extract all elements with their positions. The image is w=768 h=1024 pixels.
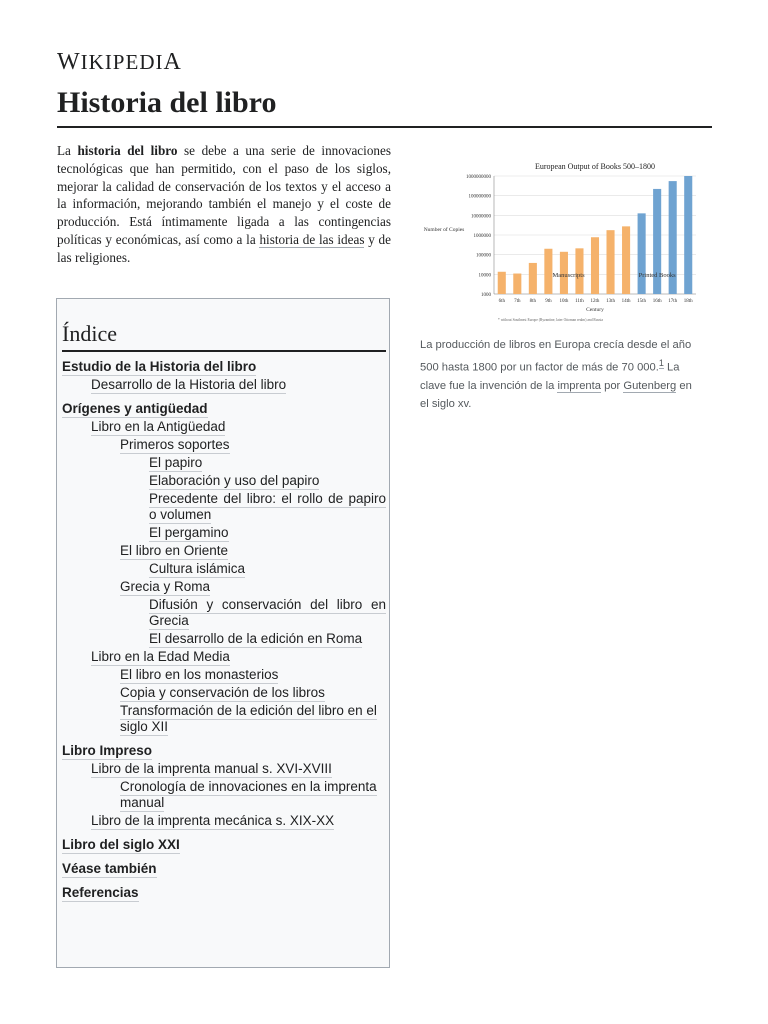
toc-entry-label: Desarrollo de la Historia del libro <box>91 377 287 392</box>
toc-list <box>62 359 386 901</box>
y-tick-label: 10000 <box>478 273 491 279</box>
toc-entry[interactable] <box>62 437 386 453</box>
toc-entry-label: Difusión y conservación del libro en Grecia <box>149 597 386 628</box>
bar <box>638 213 646 294</box>
toc-entry[interactable] <box>62 743 386 759</box>
article-subject: historia del libro <box>77 143 178 158</box>
toc-entry-label: Referencias <box>62 885 139 900</box>
toc-entry-label: El libro en Oriente <box>120 543 229 558</box>
x-tick-label: 9th <box>545 299 552 304</box>
toc-entry[interactable] <box>62 861 386 877</box>
x-tick-label: 10th <box>559 299 569 304</box>
toc-title: Índice <box>62 321 386 352</box>
bar <box>544 249 552 294</box>
toc-entry[interactable] <box>62 543 386 559</box>
link-imprenta[interactable]: imprenta <box>557 379 601 392</box>
toc-entry[interactable] <box>62 703 386 735</box>
table-of-contents <box>56 298 390 968</box>
bar <box>591 237 599 294</box>
bar <box>606 230 614 294</box>
toc-entry[interactable] <box>62 401 386 417</box>
toc-entry-label: Copia y conservación de los libros <box>120 685 325 700</box>
toc-entry-label: Libro Impreso <box>62 743 153 758</box>
y-tick-label: 100000 <box>476 253 491 259</box>
toc-entry-label: Transformación de la edición del libro en el siglo XII <box>120 703 377 734</box>
x-tick-label: 16th <box>652 299 662 304</box>
y-tick-label: 1000000 <box>473 234 491 239</box>
link-gutenberg[interactable]: Gutenberg <box>623 379 677 392</box>
toc-entry-label: Véase también <box>62 861 157 876</box>
x-tick-label: 6th <box>498 299 505 304</box>
chart-footnote: * without Southeast Europe (Byzantine, later Ottoman realm) and Russia <box>498 318 603 322</box>
toc-entry[interactable] <box>62 649 386 665</box>
toc-entry[interactable] <box>62 885 386 901</box>
toc-entry-label: Libro del siglo XXI <box>62 837 180 852</box>
toc-entry[interactable] <box>62 377 386 393</box>
x-tick-label: 13th <box>606 299 615 304</box>
european-book-output-chart[interactable] <box>420 155 702 330</box>
toc-entry-label: El desarrollo de la edición en Roma <box>149 631 363 646</box>
toc-entry[interactable] <box>62 561 386 577</box>
toc-entry[interactable] <box>62 419 386 435</box>
bar <box>498 272 506 294</box>
toc-entry-label: Libro de la imprenta manual s. XVI-XVIII <box>91 761 332 776</box>
toc-entry[interactable] <box>62 667 386 683</box>
toc-entry-label: Orígenes y antigüedad <box>62 401 208 416</box>
x-tick-label: 15th <box>637 299 647 304</box>
toc-entry[interactable] <box>62 359 386 375</box>
toc-entry[interactable] <box>62 631 386 647</box>
x-tick-label: 14th <box>621 299 631 304</box>
intro-paragraph: La historia del libro se debe a una serie de innovaciones tecnológicas que han permitido, con el paso de los siglos, mejorar la calidad de conservación de los textos y el acceso a la información, mejorando también el manejo y el coste de producción. Está íntimamente ligada a las contingencias políticas y económicas, así como a la historia de las ideas y de las religiones. <box>57 143 392 265</box>
wikipedia-logo[interactable]: WIKIPEDIA <box>57 49 182 75</box>
toc-entry[interactable] <box>62 761 386 777</box>
y-axis-label: Number of Copies <box>423 227 465 233</box>
toc-entry-label: Elaboración y uso del papiro <box>149 473 320 488</box>
x-tick-label: 12th <box>590 299 600 304</box>
toc-entry-label: El papiro <box>149 455 203 470</box>
toc-entry[interactable] <box>62 473 386 489</box>
bar <box>513 274 521 294</box>
toc-entry-label: Grecia y Roma <box>120 579 211 594</box>
x-tick-label: 11th <box>575 299 584 304</box>
title-divider <box>57 126 712 128</box>
toc-entry-label: El libro en los monasterios <box>120 667 279 682</box>
toc-entry[interactable] <box>62 685 386 701</box>
x-tick-label: 7th <box>514 299 521 304</box>
group-label-printed: Printed Books <box>638 271 676 279</box>
toc-entry-label: Cultura islámica <box>149 561 246 576</box>
toc-entry-label: Cronología de innovaciones en la imprenta manual <box>120 779 377 810</box>
toc-entry-label: Libro en la Edad Media <box>91 649 230 664</box>
bar <box>684 176 692 294</box>
toc-entry[interactable] <box>62 813 386 829</box>
toc-entry-label: Libro de la imprenta mecánica s. XIX-XX <box>91 813 335 828</box>
toc-entry-label: Precedente del libro: el rollo de papiro o volumen <box>149 491 386 522</box>
x-axis-label: Century <box>586 307 604 313</box>
page-title: Historia del libro <box>57 86 277 119</box>
toc-entry[interactable] <box>62 779 386 811</box>
toc-entry-label: Primeros soportes <box>120 437 230 452</box>
x-tick-label: 17th <box>668 299 678 304</box>
y-tick-label: 10000000 <box>471 214 491 220</box>
toc-entry-label: Libro en la Antigüedad <box>91 419 226 434</box>
figure-caption: La producción de libros en Europa crecía desde el año 500 hasta 1800 por un factor de más de 70 000.$^1$ La clave fue la invención de la imprenta por Gutenberg en el siglo xv. <box>420 339 692 410</box>
reference-1[interactable]: 1 <box>658 358 664 368</box>
toc-entry[interactable] <box>62 579 386 595</box>
group-label-manuscripts: Manuscripts <box>552 271 585 279</box>
link-historia-ideas[interactable]: historia de las ideas <box>259 231 365 247</box>
bar <box>622 226 630 294</box>
toc-entry[interactable] <box>62 525 386 541</box>
chart-title: European Output of Books 500–1800 <box>535 162 655 171</box>
toc-entry-label: El pergamino <box>149 525 229 540</box>
bar <box>529 263 537 294</box>
y-tick-label: 100000000 <box>468 194 491 200</box>
toc-entry-label: Estudio de la Historia del libro <box>62 359 257 374</box>
y-tick-label: 1000000000 <box>466 175 491 180</box>
x-tick-label: 18th <box>683 299 693 304</box>
x-tick-label: 8th <box>529 299 537 304</box>
toc-entry[interactable] <box>62 455 386 471</box>
toc-entry[interactable] <box>62 837 386 853</box>
toc-entry[interactable] <box>62 597 386 629</box>
toc-entry[interactable] <box>62 491 386 523</box>
chart-figure <box>420 155 702 413</box>
y-tick-label: 1000 <box>481 293 491 298</box>
